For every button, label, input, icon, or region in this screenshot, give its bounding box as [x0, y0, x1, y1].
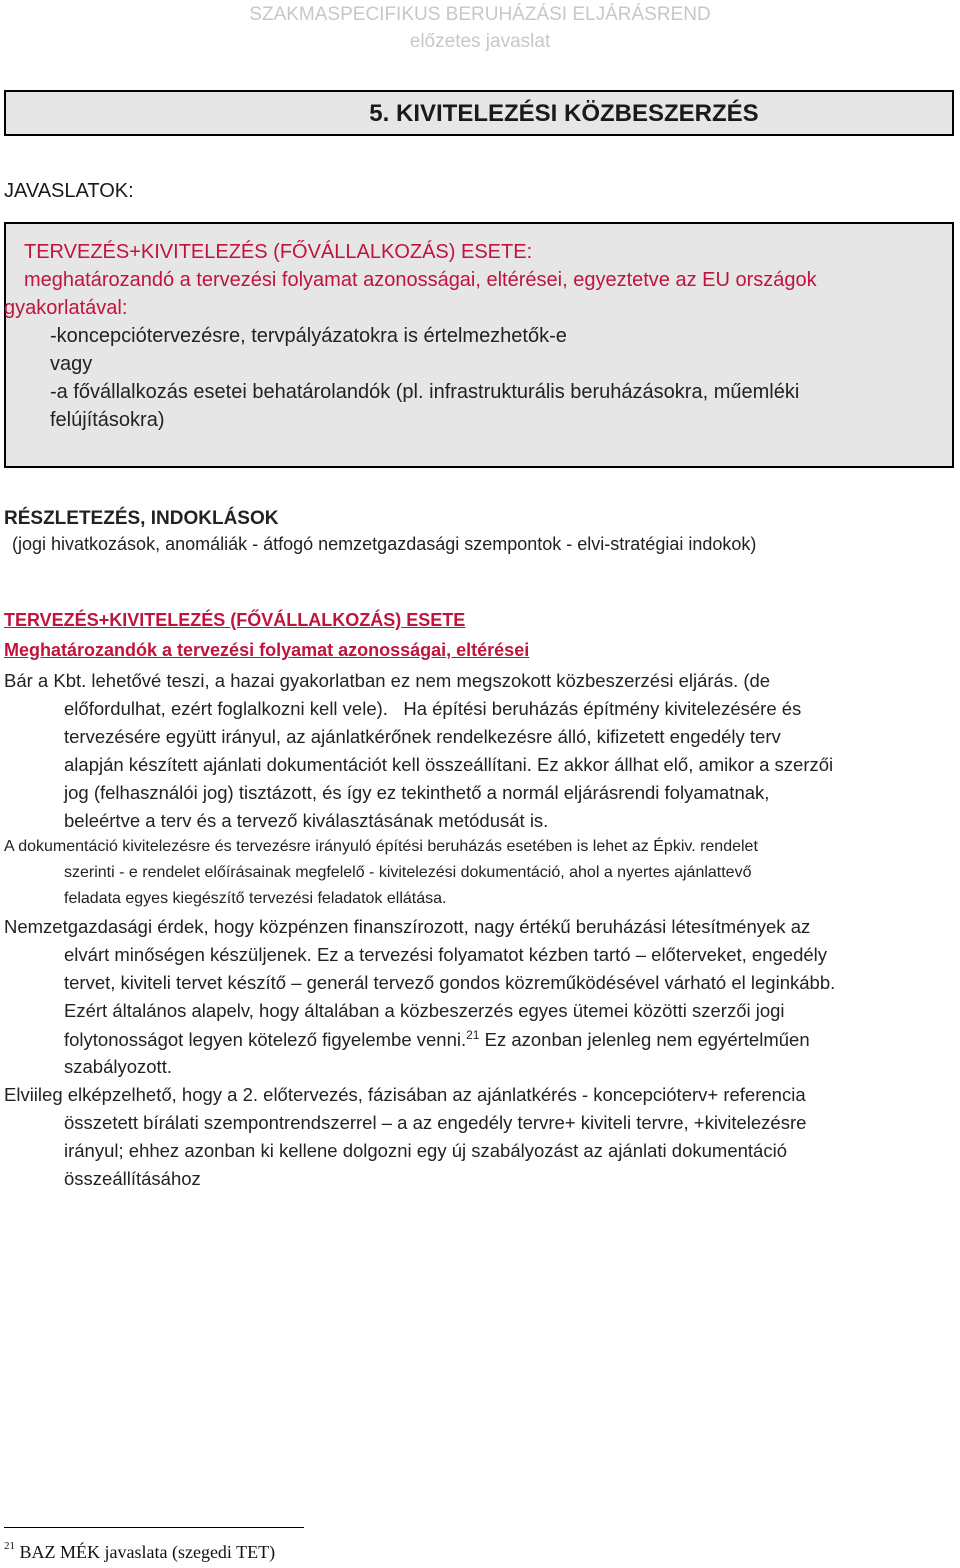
- proposal-line: meghatározandó a tervezési folyamat azonosságai, eltérései, egyeztetve az EU országok: [24, 269, 817, 291]
- body-line: szerinti - e rendelet előírásainak megfelelő - kivitelezési dokumentáció, ahol a nyertes ajánlattevő: [64, 864, 752, 881]
- footnote: $^{21}$ BAZ MÉK javaslata (szegedi TET): [4, 1540, 276, 1562]
- body-line: Ezért általános alapelv, hogy általában a közbeszerzés egyes ütemei közötti szerzői jogi: [64, 1000, 785, 1021]
- proposal-line: -a fővállalkozás esetei behatárolandók (pl. infrastrukturális beruházásokra, műemléki: [50, 381, 800, 403]
- body-line: beleértve a terv és a tervező kiválasztásának metódusát is.: [64, 810, 549, 831]
- body-line: Bár a Kbt. lehetővé teszi, a hazai gyakorlatban ez nem megszokott közbeszerzési eljárás. (de: [4, 670, 771, 691]
- body-line: szabályozott.: [64, 1056, 172, 1077]
- body-line: Nemzetgazdasági érdek, hogy közpénzen finanszírozott, nagy értékű beruházási létesítmények az: [4, 916, 811, 937]
- body-line: előfordulhat, ezért foglalkozni kell vele). Ha építési beruházás építmény kivitelezésére és: [64, 698, 802, 719]
- body-line: jog (felhasználói jog) tisztázott, és így ez tekinthető a normál eljárásrendi folyamatnak,: [64, 782, 770, 803]
- section-title-box: [4, 90, 954, 136]
- section-heading: Meghatározandók a tervezési folyamat azonosságai, eltérései: [4, 640, 530, 660]
- body-line: irányul; ehhez azonban ki kellene dolgozni egy új szabályozást az ajánlati dokumentáció: [64, 1140, 787, 1161]
- proposal-line: felújításokra): [50, 409, 165, 431]
- body-line: tervet, kiviteli tervet készítő – generál tervező gondos közreműködésével várható el leginkább.: [64, 972, 836, 993]
- body-line: összetett bírálati szempontrendszerrel – a az engedély tervre+ kiviteli tervre, +kivitelezésre: [64, 1112, 807, 1133]
- body-line: Elviileg elképzelhető, hogy a 2. előtervezés, fázisában az ajánlatkérés - koncepcióterv+ referencia: [4, 1084, 806, 1105]
- proposal-line: -koncepciótervezésre, tervpályázatokra is értelmezhetők-e: [50, 325, 567, 347]
- footnote-separator: [4, 1527, 304, 1528]
- body-line: A dokumentáció kivitelezésre és tervezésre irányuló építési beruházás esetében is lehet az Épkiv. rendelet: [4, 838, 758, 855]
- section-title: 5. KIVITELEZÉSI KÖZBESZERZÉS: [369, 100, 759, 127]
- details-title: RÉSZLETEZÉS, INDOKLÁSOK: [4, 508, 279, 529]
- proposal-heading: TERVEZÉS+KIVITELEZÉS (FŐVÁLLALKOZÁS) ESETE:: [24, 241, 533, 263]
- proposal-line: gyakorlatával:: [4, 297, 128, 319]
- proposal-box: [4, 222, 954, 468]
- header-title: SZAKMASPECIFIKUS BERUHÁZÁSI ELJÁRÁSREND: [249, 4, 711, 25]
- header-subtitle: előzetes javaslat: [409, 31, 551, 52]
- body-line: alapján készített ajánlati dokumentációt kell összeállítani. Ez akkor állhat elő, amikor a szerzői: [64, 754, 834, 775]
- body-line: tervezésére együtt irányul, az ajánlatkérőnek rendelkezésre álló, kifizetett engedély terv: [64, 726, 781, 747]
- body-line: feladata egyes kiegészítő tervezési feladatok ellátása.: [64, 890, 447, 907]
- proposals-label: JAVASLATOK:: [4, 180, 134, 202]
- section-heading: TERVEZÉS+KIVITELEZÉS (FŐVÁLLALKOZÁS) ESETE: [4, 610, 466, 630]
- body-line: elvárt minőségen készüljenek. Ez a tervezési folyamatot kézben tartó – előterveket, engedély: [64, 944, 828, 965]
- body-line: összeállításához: [64, 1168, 201, 1189]
- details-subtitle: (jogi hivatkozások, anomáliák - átfogó nemzetgazdasági szempontok - elvi-stratégiai indokok): [12, 534, 757, 554]
- footnote-ref[interactable]: 21: [466, 1028, 480, 1042]
- proposal-line: vagy: [50, 353, 93, 375]
- body-line: folytonosságot legyen kötelező figyelembe venni.$^{21}$ Ez azonban jelenleg nem egyértelműen: [64, 1028, 810, 1050]
